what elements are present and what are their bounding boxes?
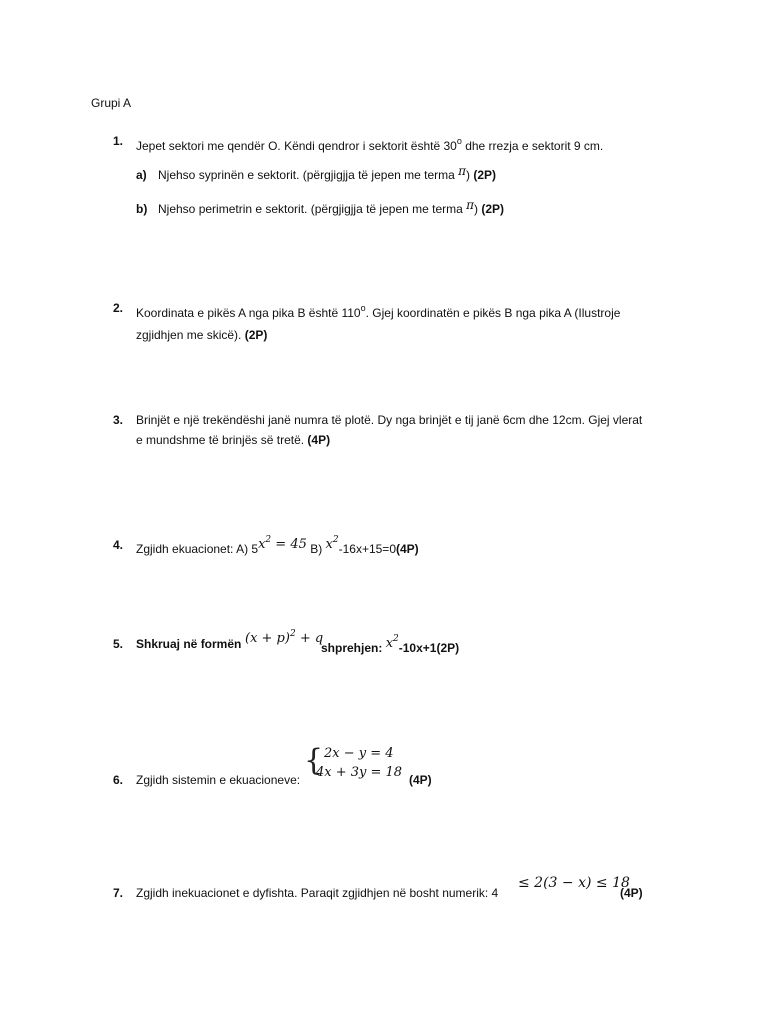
question-6-number: 6. <box>113 773 124 787</box>
question-2-line-2 <box>136 328 267 342</box>
question-1b-points: (2P) <box>481 202 505 216</box>
question-3-points: (4P) <box>307 433 331 447</box>
form-expression-exponent: 2 <box>289 629 296 639</box>
question-2-line-1 <box>136 301 620 320</box>
question-7-text: Zgjidh inekuacionet e dyfishta. Paraqit zgjidhjen në bosht numerik: 4 <box>136 886 499 900</box>
question-4-number: 4. <box>113 538 124 552</box>
question-6-points: (4P) <box>409 773 432 787</box>
expression-rest: -10x+1 <box>398 641 437 655</box>
pi-symbol: π <box>466 198 475 212</box>
double-inequality: ≤ 2(3 − x) ≤ 18 <box>518 875 630 891</box>
question-1a-label: a) <box>136 168 147 182</box>
question-1b-label: b) <box>136 202 148 216</box>
equation-b-x: x <box>325 537 333 552</box>
question-5-text-end <box>321 634 460 656</box>
system-equation-1: 2x − y = 4 <box>324 746 394 761</box>
question-7-points: (4P) <box>620 886 643 900</box>
question-1-text-start: Jepet sektori me qendër O. Këndi qendror i sektorit është 30 <box>136 139 457 153</box>
question-5-points: (2P) <box>436 641 460 655</box>
equation-a-rest: = 45 <box>271 537 307 552</box>
system-equation-2: 4x + 3y = 18 <box>316 765 403 780</box>
equation-b-variable <box>326 537 339 552</box>
pi-symbol: π <box>458 164 467 178</box>
question-2-number: 2. <box>113 301 124 315</box>
question-1-text <box>136 134 603 153</box>
question-1b-text <box>158 198 505 216</box>
question-1a-points: (2P) <box>473 168 497 182</box>
expression-exponent: 2 <box>393 634 399 644</box>
expression-x: x <box>385 636 394 651</box>
question-3-line-2 <box>136 433 330 447</box>
question-1-text-end: dhe rrezja e sektorit 9 cm. <box>461 139 604 153</box>
question-3-line-1: Brinjët e një trekëndëshi janë numra të plotë. Dy nga brinjët e tij janë 6cm dhe 12cm. Gjej vlerat <box>136 413 643 427</box>
question-4-text <box>136 535 419 557</box>
question-1-number: 1. <box>113 134 124 148</box>
question-2-text-cont: zgjidhjen me skicë). <box>136 328 245 342</box>
equation-b-exponent: 2 <box>332 535 339 545</box>
degree-symbol: o <box>456 136 462 146</box>
form-expression-rest: + q <box>295 631 324 646</box>
system-brace: { <box>304 743 324 778</box>
equation-a-exponent: 2 <box>265 535 272 545</box>
equation-a <box>258 537 307 552</box>
question-1b-paren: ) <box>474 202 479 216</box>
question-2-text-end: . Gjej koordinatën e pikës B nga pika A (Ilustroje <box>365 306 621 320</box>
question-3-text-cont: e mundshme të brinjës së tretë. <box>136 433 308 447</box>
question-1b-body: Njehso perimetrin e sektorit. (përgjigjja të jepen me terma <box>158 202 467 216</box>
question-5-number: 5. <box>113 637 124 651</box>
group-title: Grupi A <box>91 96 132 110</box>
question-5-text-label: shprehjen: <box>321 641 386 655</box>
question-6-text: Zgjidh sistemin e ekuacioneve: <box>136 773 301 787</box>
question-7-number: 7. <box>113 886 124 900</box>
question-2-points: (2P) <box>244 328 268 342</box>
question-1a-body: Njehso syprinën e sektorit. (përgjigjja të jepen me terma <box>158 168 459 182</box>
equation-a-variable: x <box>258 537 266 552</box>
form-expression <box>245 627 323 646</box>
question-5-text-start: Shkruaj në formën <box>136 637 242 651</box>
question-4-text-mid: B) <box>306 542 326 556</box>
question-4-points: (4P) <box>396 542 419 556</box>
question-4-text-start: Zgjidh ekuacionet: A) 5 <box>136 542 259 556</box>
expression-variable <box>386 636 399 651</box>
form-expression-base: (x + p) <box>245 631 290 646</box>
question-2-text-start: Koordinata e pikës A nga pika B është 110 <box>136 306 361 320</box>
question-1a-paren: ) <box>466 168 471 182</box>
equation-b-rest: -16x+15=0 <box>338 542 396 556</box>
degree-symbol: o <box>360 303 366 313</box>
question-1a-text <box>158 164 497 182</box>
question-3-number: 3. <box>113 413 124 427</box>
